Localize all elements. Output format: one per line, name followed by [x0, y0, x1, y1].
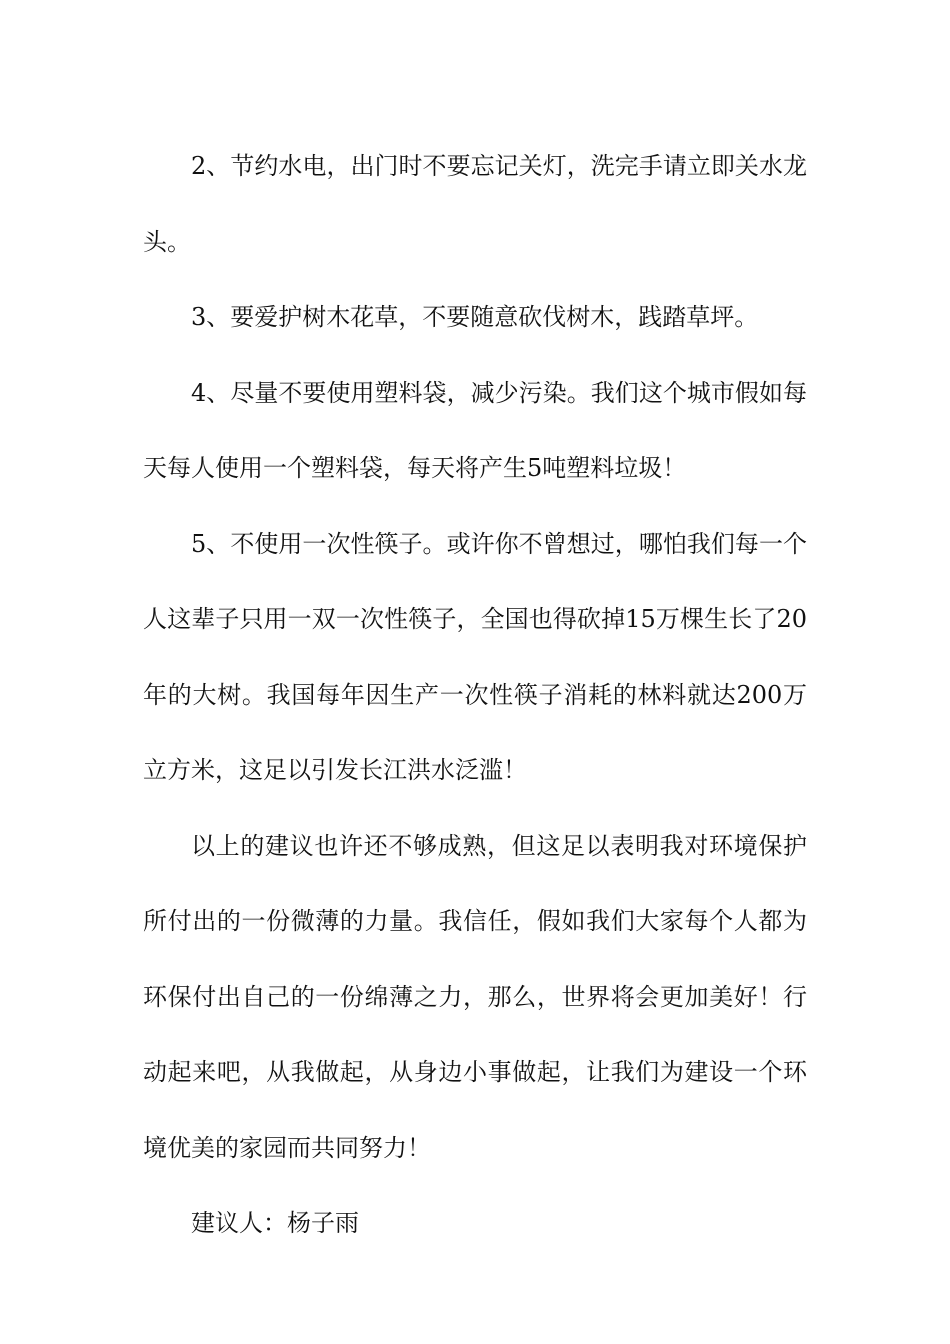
document-body [143, 129, 807, 1262]
signature-line: 建议人：杨子雨 [191, 1209, 359, 1237]
paragraph-tip-3: 3、要爱护树木花草，不要随意砍伐树木，践踏草坪。 [191, 303, 759, 331]
paragraph-tip-5: 5、不使用一次性筷子。或许你不曾想过，哪怕我们每一个人这辈子只用一双一次性筷子，全国也得砍掉15万棵生长了20年的大树。我国每年因生产一次性筷子消耗的林料就达200万立方米，这足以引发长江洪水泛滥！ [143, 529, 807, 784]
paragraph-tip-2: 2、节约水电，出门时不要忘记关灯，洗完手请立即关水龙头。 [143, 152, 807, 256]
paragraph-tip-4: 4、尽量不要使用塑料袋，减少污染。我们这个城市假如每天每人使用一个塑料袋，每天将产生5吨塑料垃圾！ [143, 378, 807, 482]
paragraph-conclusion: 以上的建议也许还不够成熟，但这足以表明我对环境保护所付出的一份微薄的力量。我信任，假如我们大家每个人都为环保付出自己的一份绵薄之力，那么，世界将会更加美好！行动起来吧，从我做起，从身边小事做起，让我们为建设一个环境优美的家园而共同努力！ [143, 831, 807, 1162]
